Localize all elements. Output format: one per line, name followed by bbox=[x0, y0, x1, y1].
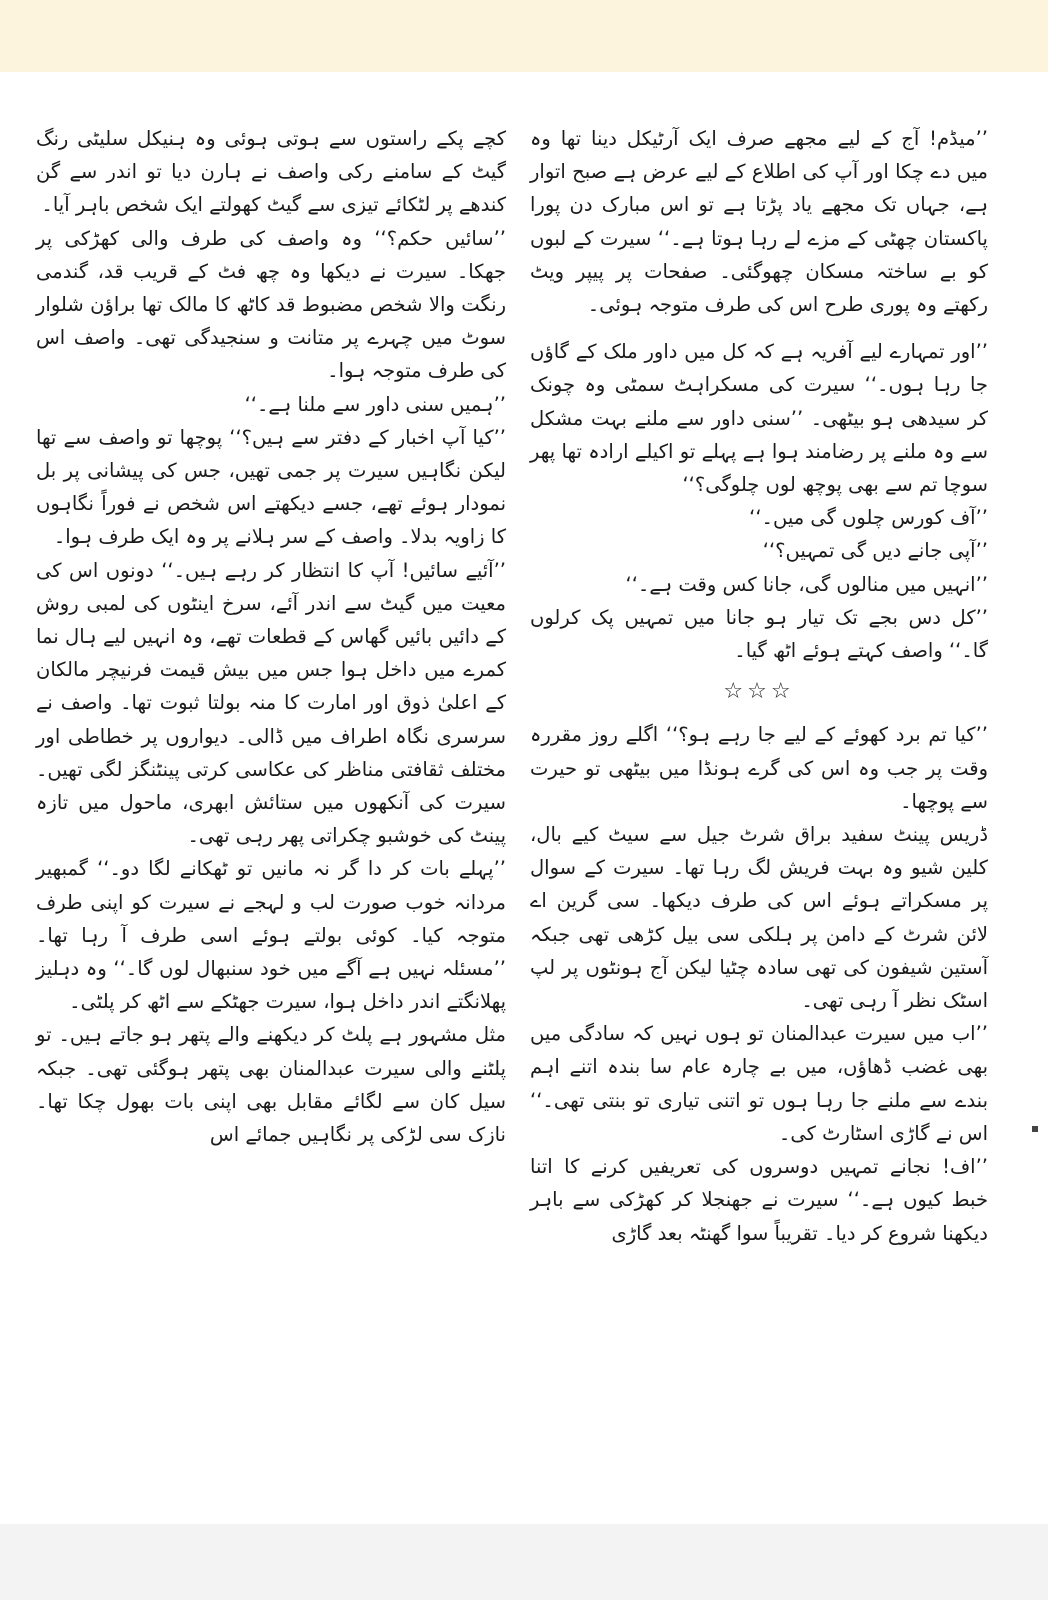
section-break-stars: ☆☆☆ bbox=[723, 679, 795, 705]
paragraph: ’’آپی جانے دیں گی تمہیں؟‘‘ bbox=[762, 539, 988, 563]
paragraph: کچے پکے راستوں سے ہوتی ہوئی وہ ہنیکل سلیٹی رنگ گیٹ کے سامنے رکی واصف نے ہارن دیا تو اندر سے گن کندھے پر لٹکائے تیزی سے گیٹ کھولتے ایک شخص باہر آیا۔ bbox=[36, 127, 506, 217]
paragraph: ’’آئیے سائیں! آپ کا انتظار کر رہے ہیں۔‘‘ دونوں اس کی معیت میں گیٹ سے اندر آئے، سرخ اینٹوں کی لمبی روش کے دائیں بائیں گھاس کے قطعات تھے، وہ انہیں لیے ہال نما کمرے میں داخل ہوا جس میں بیش قیمت فرنیچر مالکان کے اعلیٰ ذوق اور امارت کا منہ بولتا ثبوت تھا۔ واصف نے سرسری نگاہ اطراف میں ڈالی۔ دیواروں پر خطاطی اور مختلف ثقافتی مناظر کی عکاسی کرتی پینٹنگز لگی تھیں۔ سیرت کی آنکھوں میں ستائش ابھری، ماحول میں تازہ پینٹ کی خوشبو چکراتی پھر رہی تھی۔ bbox=[36, 558, 506, 848]
paragraph: ’’سائیں حکم؟‘‘ وہ واصف کی طرف والی کھڑکی پر جھکا۔ سیرت نے دیکھا وہ چھ فٹ کے قریب قد، گندمی رنگت والا شخص مضبوط قد کاٹھ کا مالک تھا براؤن شلوار سوٹ میں چہرے پر متانت و سنجیدگی تھی۔ واصف اس کی طرف متوجہ ہوا۔ bbox=[36, 226, 506, 383]
paragraph: ’’اف! نجانے تمہیں دوسروں کی تعریفیں کرنے کا اتنا خبط کیوں ہے۔‘‘ سیرت نے جھنجلا کر کھڑکی سے باہر دیکھنا شروع کر دیا۔ تقریباً سوا گھنٹہ بعد گاڑی bbox=[530, 1155, 988, 1245]
paragraph: ’’اور تمہارے لیے آفریہ ہے کہ کل میں داور ملک کے گاؤں جا رہا ہوں۔‘‘ سیرت کی مسکراہٹ سمٹی وہ چونک کر سیدھی ہو بیٹھی۔ ’’سنی داور سے ملنے بہت مشکل سے وہ ملنے پر رضامند ہوا ہے پہلے تو اکیلے ارادہ تھا پھر سوچا تم سے بھی پوچھ لوں چلوگی؟‘‘ bbox=[530, 340, 988, 497]
right-column bbox=[530, 122, 988, 1512]
paragraph: ’’ہمیں سنی داور سے ملنا ہے۔‘‘ bbox=[244, 392, 506, 416]
paragraph: ’’انہیں میں منالوں گی، جانا کس وقت ہے۔‘‘ bbox=[625, 572, 988, 596]
magazine-page bbox=[18, 92, 1030, 1516]
bottom-band bbox=[0, 1524, 1048, 1600]
paragraph: ’’کیا آپ اخبار کے دفتر سے ہیں؟‘‘ پوچھا تو واصف سے تھا لیکن نگاہیں سیرت پر جمی تھیں، جس کی پیشانی پر بل نمودار ہوئے تھے، جسے دیکھتے اس شخص نے فوراً نگاہوں کا زاویہ بدلا۔ واصف کے سر ہلانے پر وہ ایک طرف ہوا۔ bbox=[36, 425, 506, 549]
paragraph: مثل مشہور ہے پلٹ کر دیکھنے والے پتھر ہو جاتے ہیں۔ تو پلٹنے والی سیرت عبدالمنان بھی پتھر ہوگئی تھی۔ جبکہ سیل کان سے لگائے مقابل بھی اپنی بات بھول چکا تھا۔ نازک سی لڑکی پر نگاہیں جمائے اس bbox=[36, 1023, 506, 1147]
paragraph: ’’پہلے بات کر دا گر نہ مانیں تو ٹھکانے لگا دو۔‘‘ گمبھیر مردانہ خوب صورت لب و لہجے نے سیرت کو اپنی طرف متوجہ کیا۔ کوئی بولتے ہوئے اسی طرف آ رہا تھا۔ ’’مسئلہ نہیں ہے آگے میں خود سنبھال لوں گا۔‘‘ وہ دہلیز پھلانگتے اندر داخل ہوا، سیرت جھٹکے سے اٹھ کر پلٹی۔ bbox=[36, 857, 506, 1014]
paragraph: ’’کیا تم برد کھوئے کے لیے جا رہے ہو؟‘‘ اگلے روز مقررہ وقت پر جب وہ اس کی گرے ہونڈا میں بیٹھی تو حیرت سے پوچھا۔ bbox=[530, 723, 988, 813]
paragraph: ڈریس پینٹ سفید براق شرٹ جیل سے سیٹ کیے بال، کلین شیو وہ بہت فریش لگ رہا تھا۔ سیرت کے سوال پر مسکراتے ہوئے اس کی طرف دیکھا۔ سی گرین اے لائن شرٹ کے دامن پر ہلکی سی بیل کڑھی تھی جبکہ آستین شیفون کی تھی سادہ چٹیا لیکن آج ہونٹوں پر لپ اسٹک نظر آ رہی تھی۔ bbox=[530, 823, 988, 1013]
paragraph: ’’میڈم! آج کے لیے مجھے صرف ایک آرٹیکل دینا تھا وہ میں دے چکا اور آپ کی اطلاع کے لیے عرض ہے صبح اتوار ہے، جہاں تک مجھے یاد پڑتا ہے تو اس مبارک دن پورا پاکستان چھٹی کے مزے لے رہا ہوتا ہے۔‘‘ سیرت کے لبوں کو بے ساختہ مسکان چھوگئی۔ صفحات پر پیپر ویٹ رکھتے وہ پوری طرح اس کی طرف متوجہ ہوئی۔ bbox=[530, 127, 988, 317]
top-band bbox=[0, 0, 1048, 72]
page-edge-mark bbox=[1032, 1126, 1038, 1132]
paragraph: ’’کل دس بجے تک تیار ہو جانا میں تمہیں پک کرلوں گا۔‘‘ واصف کہتے ہوئے اٹھ گیا۔ bbox=[530, 605, 988, 663]
paragraph: ’’اب میں سیرت عبدالمنان تو ہوں نہیں کہ سادگی میں بھی غضب ڈھاؤں، میں بے چارہ عام سا بندہ اتنے اہم بندے سے ملنے جا رہا ہوں تو اتنی تیاری تو بنتی تھی۔‘‘ اس نے گاڑی اسٹارٹ کی۔ bbox=[530, 1022, 988, 1145]
left-column bbox=[36, 122, 506, 1512]
paragraph: ’’آف کورس چلوں گی میں۔‘‘ bbox=[749, 506, 988, 530]
